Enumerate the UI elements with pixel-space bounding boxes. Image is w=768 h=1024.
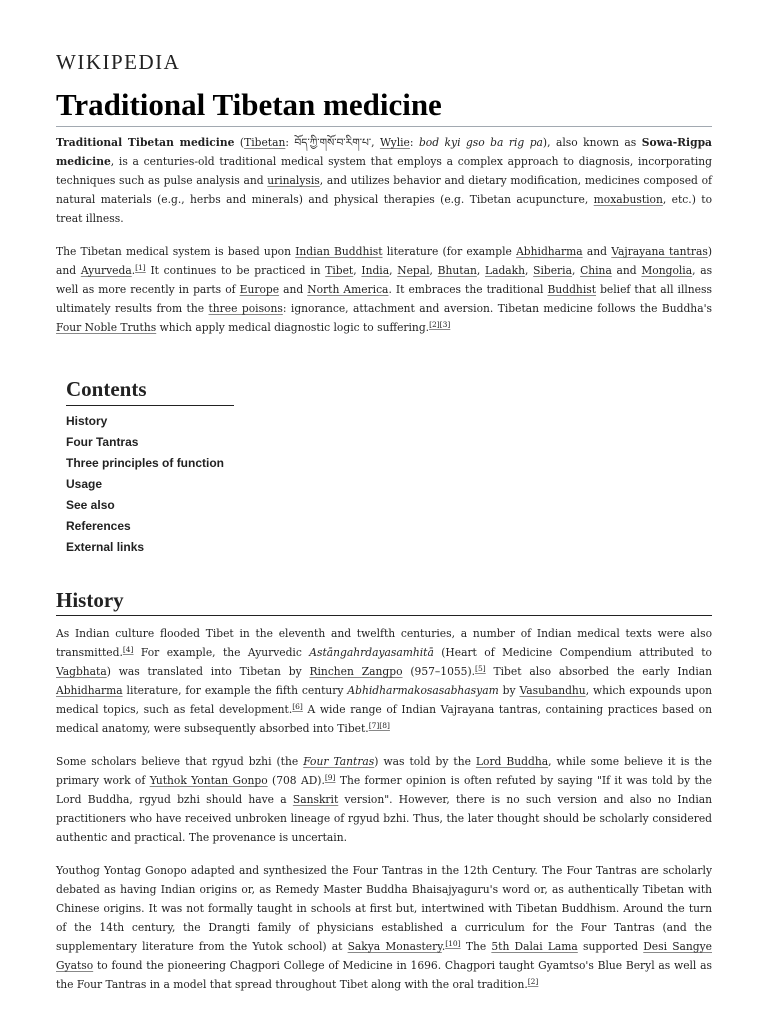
wiki-link[interactable]: Four Tantras	[303, 755, 375, 768]
wiki-link[interactable]: three poisons	[208, 302, 283, 315]
history-paragraph-1	[56, 624, 712, 738]
wiki-link[interactable]: Yuthok Yontan Gonpo	[149, 774, 268, 787]
page-title: Traditional Tibetan medicine	[56, 86, 712, 127]
wiki-link[interactable]: urinalysis	[267, 174, 320, 187]
intro-paragraph-2	[56, 242, 712, 337]
text-run: supported	[577, 940, 644, 953]
text-run: belief that all illness ultimately results from the	[56, 283, 712, 315]
citation-ref[interactable]: [10]	[445, 939, 461, 948]
text-run: to found the pioneering Chagpori College of Medicine in 1696. Chagpori taught Gyamtso's Blue Beryl as well as the Four Tantras in a model that spread throughout Tibet along with the oral tradition.	[56, 959, 712, 991]
toc-item-usage[interactable]: Usage	[66, 477, 103, 491]
wiki-link[interactable]: Sanskrit	[292, 793, 339, 806]
text-run: .	[131, 264, 136, 277]
intro-paragraph-1	[56, 133, 712, 228]
citation-ref[interactable]: [5]	[475, 664, 486, 673]
history-paragraph-2	[56, 752, 712, 847]
text-run: It continues to be practiced in	[145, 264, 326, 277]
text-run: Some scholars believe that rgyud bzhi (the	[56, 755, 304, 768]
wiki-link[interactable]: Sakya Monastery	[347, 940, 442, 953]
text-run: , is a centuries-old traditional medical system that employs a complex approach to diagnosis, incorporating techniques such as pulse analysis and	[56, 155, 712, 187]
wiki-link[interactable]: Abhidharma	[516, 245, 583, 258]
italic-term: Astāngahrdayasamhitā	[309, 646, 434, 659]
toc-item-see-also[interactable]: See also	[66, 498, 115, 512]
bold-term: Sowa-Rigpa medicine	[56, 136, 712, 168]
text-run: and	[279, 283, 308, 296]
toc-item-external-links[interactable]: External links	[66, 540, 145, 554]
text-run: . It embraces the traditional	[388, 283, 548, 296]
text-run: The Tibetan medical system is based upon	[56, 245, 296, 258]
text-run: , while some believe it is the primary work of	[56, 755, 712, 787]
text-run: ) was translated into Tibetan by	[106, 665, 310, 678]
citation-ref[interactable]: [4]	[122, 645, 134, 654]
citation-ref[interactable]: [2][3]	[429, 320, 451, 329]
wiki-link[interactable]: Europe	[239, 283, 280, 296]
wiki-link[interactable]: North America	[307, 283, 389, 296]
text-run: , as well as more recently in parts of	[56, 264, 713, 296]
wiki-link[interactable]: moxabustion	[593, 193, 663, 206]
text-run: : ignorance, attachment and aversion. Tibetan medicine follows the Buddha's	[282, 302, 712, 315]
text-run: ,	[429, 264, 438, 277]
text-run: , and utilizes behavior and dietary modification, medicines composed of natural materials (e.g., herbs and minerals) and physical therapies (e.g. Tibetan acupuncture,	[56, 174, 712, 206]
wiki-link[interactable]: Nepal	[397, 264, 430, 277]
wiki-link[interactable]: Abhidharma	[56, 684, 123, 697]
text-run: and	[611, 264, 642, 277]
wiki-link[interactable]: Four Noble Truths	[56, 321, 157, 334]
wiki-link[interactable]: Bhutan	[437, 264, 477, 277]
table-of-contents	[66, 375, 234, 558]
history-heading: History	[56, 587, 712, 616]
toc-item-history[interactable]: History	[66, 414, 108, 428]
wiki-link[interactable]: Buddhist	[547, 283, 597, 296]
toc-item-references[interactable]: References	[66, 519, 131, 533]
text-run: ,	[353, 264, 362, 277]
wiki-link[interactable]: Lord Buddha	[475, 755, 549, 768]
text-run: (708 AD).	[267, 774, 325, 787]
wiki-link[interactable]: Tibetan	[244, 136, 286, 149]
text-run: Tibet also absorbed the early Indian	[485, 665, 713, 678]
text-run: (Heart of Medicine Compendium attributed to	[433, 646, 712, 659]
text-run: As Indian culture flooded Tibet in the eleventh and twelfth centuries, a number of Indian medical texts were also transmitted.	[56, 627, 712, 659]
wiki-link[interactable]: Ladakh	[484, 264, 526, 277]
text-run: (	[234, 136, 245, 149]
text-run: (957–1055).	[402, 665, 476, 678]
article-body	[56, 133, 712, 1008]
text-run: For example, the Ayurvedic	[133, 646, 310, 659]
wiki-link[interactable]: India	[361, 264, 390, 277]
toc-item-four-tantras[interactable]: Four Tantras	[66, 435, 139, 449]
text-run: Youthog Yontag Gonopo adapted and synthesized the Four Tantras in the 12th Century. The Four Tantras are scholarly debated as having Indian origins or, as Remedy Master Buddha Bhaisajyaguru's word or, as authentically Tibetan with Chinese origins. It was not formally taught in schools at first but, intertwined with Tibetan Buddhism. Around the turn of the 14th century, the Drangti family of physicians established a curriculum for the Four Tantras (and the supplementary literature from the Yutok school) at	[56, 864, 712, 953]
wiki-link[interactable]: Desi Sangye Gyatso	[56, 940, 712, 972]
citation-ref[interactable]: [9]	[324, 773, 336, 782]
wiki-link[interactable]: Ayurveda	[80, 264, 132, 277]
text-run: The former opinion is often refuted by saying "If it was told by the Lord Buddha, rgyud bzhi should have a	[56, 774, 712, 806]
wiki-link[interactable]: China	[580, 264, 612, 277]
text-run: ), also known as	[542, 136, 642, 149]
text-run: ) was told by the	[374, 755, 476, 768]
wiki-link[interactable]: Mongolia	[641, 264, 693, 277]
italic-term: bod kyi gso ba rig pa	[418, 136, 543, 149]
text-run: : བོད་ཀྱི་གསོ་བ་རིག་པ་,	[285, 136, 380, 149]
toc-title: Contents	[66, 375, 234, 406]
italic-term: Abhidharmakosasabhasyam	[347, 684, 499, 697]
text-run: ,	[571, 264, 581, 277]
text-run: which apply medical diagnostic logic to suffering.	[156, 321, 430, 334]
wiki-link[interactable]: Siberia	[533, 264, 572, 277]
bold-term: Traditional Tibetan medicine	[56, 136, 235, 149]
text-run: A wide range of Indian Vajrayana tantras, containing practices based on medical anatomy, were subsequently absorbed into Tibet.	[56, 703, 712, 735]
text-run: , etc.) to treat illness.	[56, 193, 713, 225]
wiki-link[interactable]: Vasubandhu	[519, 684, 586, 697]
text-run: version". However, there is no such version and also no Indian practitioners who have received unbroken lineage of rgyud bzhi. Thus, the later thought should be scholarly considered authentic and practical. The provenance is uncertain.	[56, 793, 712, 844]
text-run: The	[460, 940, 492, 953]
wiki-link[interactable]: 5th Dalai Lama	[491, 940, 578, 953]
citation-ref[interactable]: [6]	[292, 702, 303, 711]
wiki-link[interactable]: Rinchen Zangpo	[309, 665, 403, 678]
text-run: ,	[476, 264, 485, 277]
text-run: .	[441, 940, 446, 953]
text-run: literature (for example	[382, 245, 517, 258]
text-run: by	[498, 684, 520, 697]
history-paragraph-3	[56, 861, 712, 994]
text-run: ,	[525, 264, 534, 277]
wiki-link[interactable]: Vajrayana tantras	[611, 245, 708, 258]
text-run: , which expounds upon medical topics, such as fetal development.	[56, 684, 713, 716]
citation-ref[interactable]: [7][8]	[368, 721, 390, 730]
wiki-link[interactable]: Wylie	[379, 136, 410, 149]
wikipedia-logo[interactable]: WIKIPEDIA	[56, 50, 181, 74]
text-run: literature, for example the fifth century	[122, 684, 348, 697]
citation-ref[interactable]: [1]	[135, 263, 146, 272]
text-run: :	[409, 136, 419, 149]
text-run: ,	[389, 264, 398, 277]
wiki-link[interactable]: Vagbhata	[56, 665, 107, 678]
toc-item-three-principles[interactable]: Three principles of function	[66, 456, 225, 470]
wiki-link[interactable]: Tibet	[325, 264, 354, 277]
text-run: and	[582, 245, 612, 258]
text-run: ) and	[56, 245, 712, 277]
citation-ref[interactable]: [2]	[527, 977, 539, 986]
wiki-link[interactable]: Indian Buddhist	[295, 245, 383, 258]
